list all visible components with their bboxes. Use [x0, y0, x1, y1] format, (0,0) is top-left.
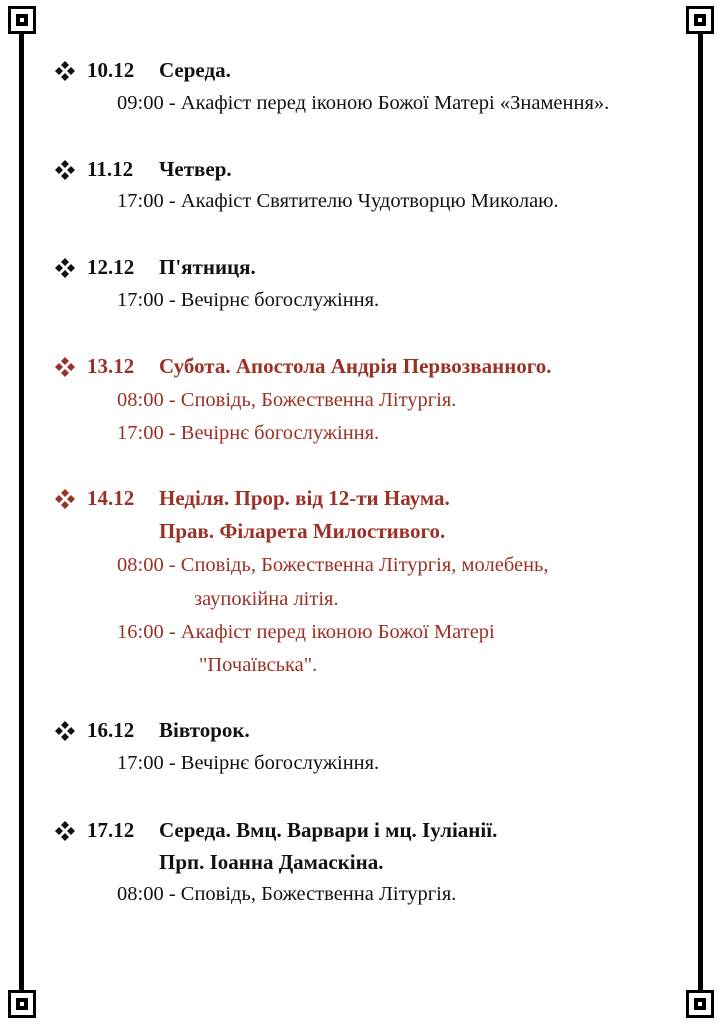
- service-line: 17:00 - Вечірнє богослужіння.: [117, 752, 380, 774]
- diamond-bullet-icon: [55, 721, 75, 741]
- service-line: 08:00 - Сповідь, Божественна Літургія, молебень,: [117, 554, 549, 576]
- entry-title-continuation: Прав. Філарета Милостивого.: [159, 519, 446, 543]
- entry-title: Вівторок.: [159, 718, 250, 742]
- service-line: 09:00 - Акафіст перед іконою Божої Матері «Знамення».: [117, 92, 610, 114]
- entry-heading: [55, 255, 256, 280]
- service-line-continuation: заупокійна літія.: [194, 588, 339, 610]
- diamond-bullet-icon: [55, 258, 75, 278]
- entry-title: Середа. Вмц. Варвари і мц. Іуліанії.: [159, 818, 498, 842]
- service-line: 17:00 - Акафіст Святителю Чудотворцю Миколаю.: [117, 190, 559, 212]
- entry-heading: [55, 818, 497, 843]
- service-line: 17:00 - Вечірнє богослужіння.: [117, 289, 380, 311]
- service-line-continuation: "Почаївська".: [199, 654, 318, 676]
- service-line: 17:00 - Вечірнє богослужіння.: [117, 422, 380, 444]
- corner-ornament-icon: [8, 990, 36, 1018]
- entry-title: Четвер.: [159, 157, 232, 181]
- entry-heading: [55, 486, 450, 511]
- entry-title: П'ятниця.: [159, 255, 256, 279]
- corner-ornament-icon: [686, 990, 714, 1018]
- entry-title-continuation: Прп. Іоанна Дамаскіна.: [159, 850, 384, 874]
- diamond-bullet-icon: [55, 61, 75, 81]
- diamond-bullet-icon: [55, 357, 75, 377]
- corner-ornament-icon: [8, 6, 36, 34]
- left-border-line: [19, 28, 24, 996]
- entry-date: 12.12: [87, 255, 135, 279]
- entry-date: 16.12: [87, 718, 135, 742]
- service-line: 16:00 - Акафіст перед іконою Божої Матері: [117, 621, 495, 643]
- entry-heading: [55, 157, 232, 182]
- entry-heading: [55, 718, 250, 743]
- service-line: 08:00 - Сповідь, Божественна Літургія.: [117, 389, 457, 411]
- entry-date: 13.12: [87, 354, 135, 378]
- entry-title: Середа.: [159, 58, 231, 82]
- diamond-bullet-icon: [55, 821, 75, 841]
- entry-date: 11.12: [87, 157, 134, 181]
- entry-date: 14.12: [87, 486, 135, 510]
- entry-date: 17.12: [87, 818, 135, 842]
- entry-heading: [55, 354, 552, 379]
- diamond-bullet-icon: [55, 160, 75, 180]
- entry-heading: [55, 58, 231, 83]
- corner-ornament-icon: [686, 6, 714, 34]
- diamond-bullet-icon: [55, 489, 75, 509]
- service-line: 08:00 - Сповідь, Божественна Літургія.: [117, 883, 457, 905]
- entry-title: Субота. Апостола Андрія Первозванного.: [159, 354, 552, 378]
- right-border-line: [698, 28, 703, 996]
- entry-date: 10.12: [87, 58, 135, 82]
- entry-title: Неділя. Прор. від 12-ти Наума.: [159, 486, 450, 510]
